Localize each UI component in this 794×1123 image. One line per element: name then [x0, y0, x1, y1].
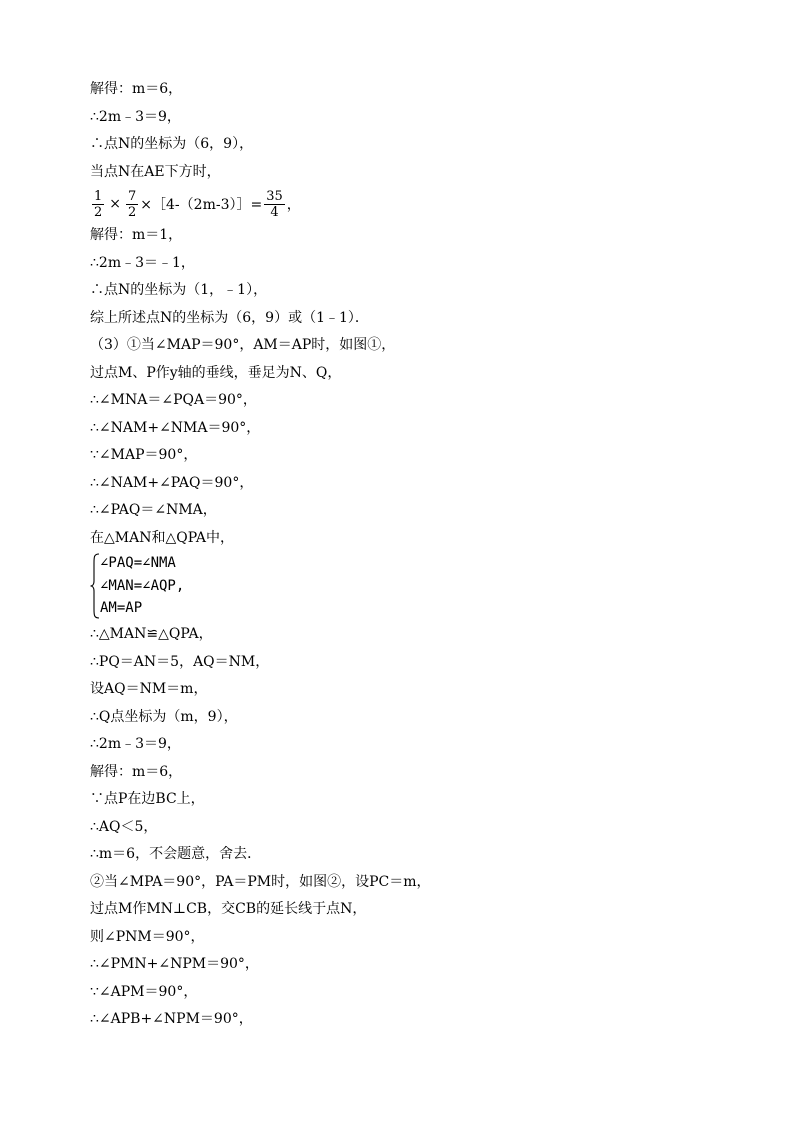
- text-line: 解得：m＝1，: [90, 227, 183, 243]
- text-line: ②当∠MPA＝90°，PA＝PM时，如图②，设PC＝m，: [90, 873, 431, 890]
- text-line: ∴点N的坐标为（1，﹣1），: [90, 282, 268, 298]
- times-sign: ×: [109, 196, 122, 212]
- area-formula: [90, 186, 730, 222]
- text-line: ∵∠APM＝90°，: [90, 983, 198, 1000]
- text-line: ∴∠NAM+∠PAQ＝90°，: [90, 474, 254, 491]
- equation-system: [90, 553, 730, 619]
- solution-text: [90, 76, 730, 1034]
- fraction: [126, 189, 138, 220]
- fraction-numerator: 1: [94, 188, 103, 204]
- text-line: 在△MAN和△QPA中，: [90, 529, 234, 546]
- text-line: ∴∠APB+∠NPM＝90°，: [90, 1011, 253, 1027]
- text-line: ∴2m﹣3＝9，: [90, 736, 181, 752]
- text-line: ∵点P在边BC上，: [90, 791, 205, 807]
- text-line: 设AQ＝NM＝m，: [90, 681, 208, 697]
- fraction-numerator: 35: [266, 188, 283, 204]
- fraction-denominator: 2: [128, 204, 137, 220]
- system-row: ∠MAN=∠AQP,: [100, 577, 185, 594]
- formula-middle: ×［4-（2m-3）］=: [140, 197, 263, 213]
- text-line: （3）①当∠MAP＝90°，AM＝AP时，如图①，: [90, 337, 396, 353]
- text-line: ∴Q点坐标为（m，9），: [90, 708, 238, 725]
- text-line: 则∠PNM＝90°，: [90, 928, 205, 945]
- fraction-denominator: 4: [270, 204, 279, 220]
- text-line: ∴∠MNA＝∠PQA＝90°，: [90, 392, 257, 408]
- fraction: [264, 189, 285, 220]
- text-line: ∴AQ＜5，: [90, 818, 158, 835]
- text-line: 解得：m＝6，: [90, 763, 183, 780]
- text-line: ∴点N的坐标为（6，9），: [90, 136, 254, 152]
- text-line: 解得：m＝6，: [90, 81, 183, 97]
- system-rows: [100, 553, 184, 619]
- fraction-denominator: 2: [94, 204, 103, 220]
- text-line: ∴m＝6，不会题意，舍去．: [90, 846, 262, 862]
- formula-tail: ，: [286, 197, 301, 213]
- text-line: ∴∠PAQ＝∠NMA，: [90, 502, 217, 518]
- text-line: ∴△MAN≌△QPA，: [90, 626, 213, 642]
- text-line: ∴∠NAM+∠NMA＝90°，: [90, 419, 261, 436]
- text-line: 过点M、P作y轴的垂线，垂足为N、Q，: [90, 364, 342, 381]
- system-row: AM=AP: [100, 600, 143, 616]
- text-line: ∵∠MAP＝90°，: [90, 447, 198, 463]
- fraction-numerator: 7: [128, 188, 137, 204]
- text-line: 过点M作MN⊥CB，交CB的延长线于点N，: [90, 901, 367, 917]
- fraction: [92, 189, 104, 220]
- text-line: ∴2m﹣3＝9，: [90, 108, 181, 125]
- system-row: ∠PAQ=∠NMA: [100, 555, 176, 571]
- text-line: ∴2m﹣3＝﹣1，: [90, 254, 195, 271]
- text-line: ∴∠PMN+∠NPM＝90°，: [90, 956, 259, 972]
- text-line: ∴PQ＝AN＝5，AQ＝NM，: [90, 653, 270, 670]
- text-line: 当点N在AE下方时，: [90, 163, 221, 180]
- left-brace-icon: [90, 553, 100, 619]
- text-line: 综上所述点N的坐标为（6，9）或（1﹣1）．: [90, 309, 369, 326]
